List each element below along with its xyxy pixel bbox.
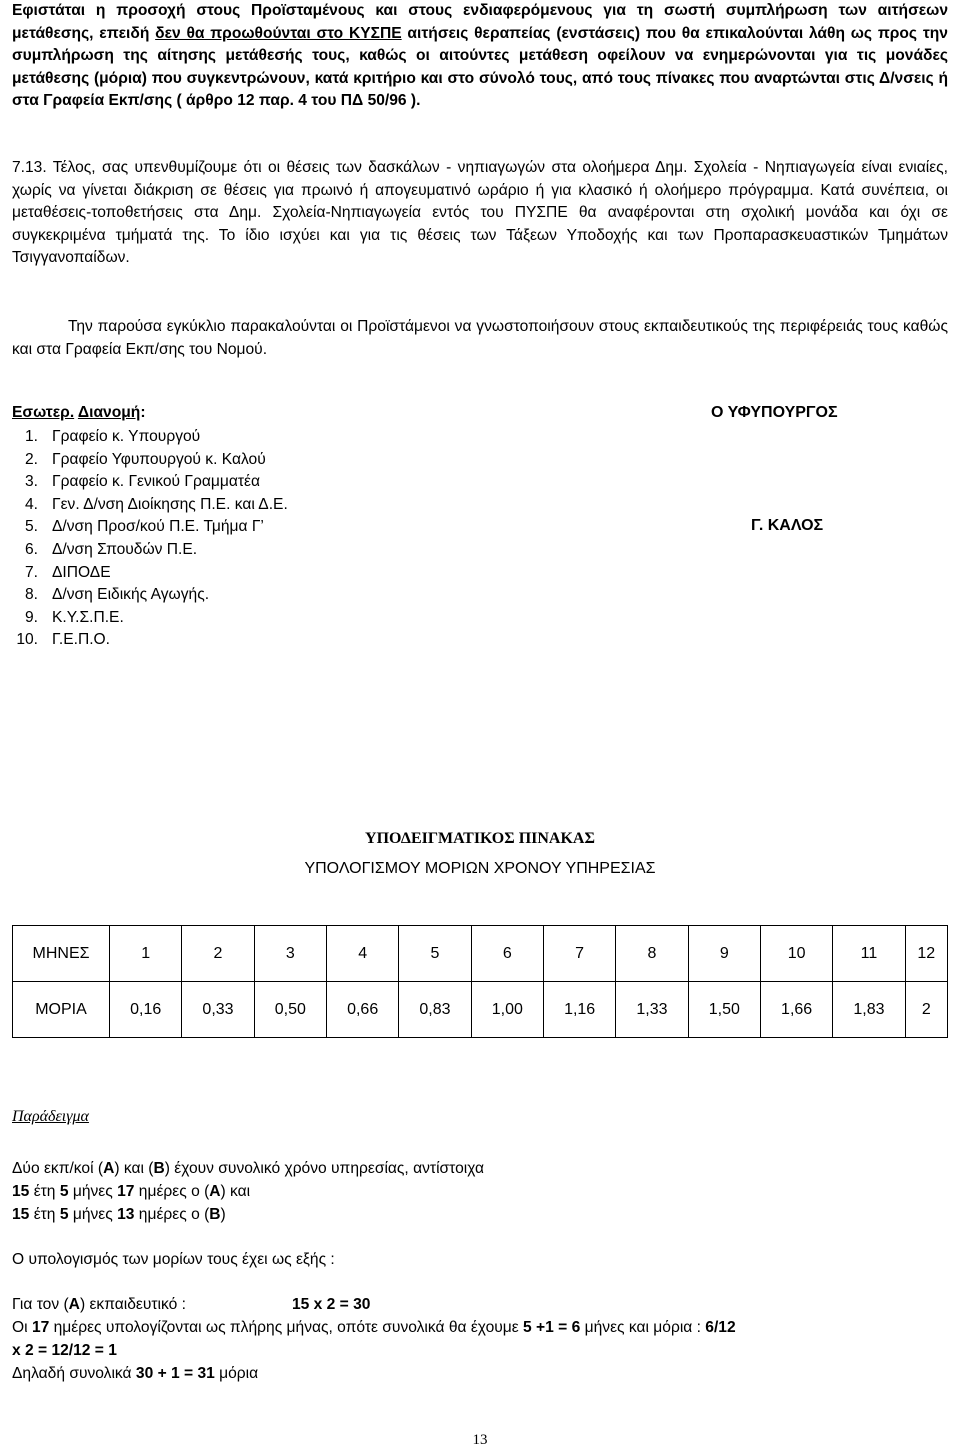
points-cell: 1,83 (833, 982, 905, 1038)
distribution-item-number: 7. (24, 563, 38, 581)
points-cell: 1,33 (616, 982, 688, 1038)
points-row (13, 982, 948, 1038)
points-cell: 1,66 (760, 982, 832, 1038)
points-cell: 0,50 (254, 982, 326, 1038)
calc-intro: Ο υπολογισμός των μορίων τους έχει ως εξής : (12, 1251, 335, 1268)
calc-for-a: Για τον (Α) εκπαιδευτικό : 15 x 2 = 30 (12, 1296, 371, 1313)
months-row (13, 926, 948, 982)
distribution-item-number: 1. (24, 428, 38, 445)
table-subtitle: ΥΠΟΛΟΓΙΣΜΟΥ ΜΟΡΙΩΝ ΧΡΟΝΟΥ ΥΠΗΡΕΣΙΑΣ (304, 860, 656, 877)
months-cell: 11 (833, 926, 905, 982)
distribution-item-number: 9. (24, 608, 38, 626)
distribution-heading-part1: Εσωτερ. (12, 404, 75, 421)
months-cell: 2 (182, 926, 254, 982)
months-cell: 3 (254, 926, 326, 982)
example-line-a: 15 έτη 5 μήνες 17 ημέρες ο (Α) και (12, 1183, 251, 1200)
months-cell: 1 (110, 926, 182, 982)
table-title: ΥΠΟΔΕΙΓΜΑΤΙΚΟΣ ΠΙΝΑΚΑΣ (365, 830, 595, 847)
distribution-item-text: Κ.Υ.Σ.Π.Ε. (52, 608, 124, 626)
page-number: 13 (472, 1432, 488, 1448)
points-cell: 1,50 (688, 982, 760, 1038)
months-cell: 8 (616, 926, 688, 982)
warning-paragraph (12, 0, 948, 113)
points-cell: 0,66 (326, 982, 398, 1038)
distribution-item-number: 2. (24, 450, 38, 468)
distribution-item-number: 3. (24, 473, 38, 491)
distribution-item-number: 6. (24, 540, 38, 558)
warning-text-end: αιτήσεις θεραπείας (ενστάσεις) που θα επικαλούνται λάθη ως προς την συμπλήρωση της αίτησης μετάθεσής τους, καθώς οι αιτούντες μετάθεση οφείλουν να ενημερώνονται για τις μονάδες μετάθεσης (μόρια) που συγκεντρώνουν, κατά κριτήριο και στο σύνολό τους, από τους πίνακες που αναρτώνται στις Δ/νσεις ή στα Γραφεία Εκπ/σης ( άρθρο 12 παρ. 4 του ΠΔ 50/96 ). (12, 24, 948, 110)
signer-name: Γ. ΚΑΛΟΣ (751, 517, 824, 534)
notice-paragraph: Την παρούσα εγκύκλιο παρακαλούνται οι Προϊστάμενοι να γνωστοποιήσουν στους εκπαιδευτικούς της περιφέρειάς τους καθώς και στα Γραφεία Εκπ/σης του Νομού. (12, 318, 948, 358)
months-label: ΜΗΝΕΣ (13, 926, 110, 982)
months-cell: 4 (326, 926, 398, 982)
points-cell: 0,33 (182, 982, 254, 1038)
example-title: Παράδειγμα (12, 1108, 89, 1125)
months-cell: 7 (543, 926, 615, 982)
warning-text-start: Εφιστάται η προσοχή στους Προϊσταμένους και στους ενδιαφερόμενους για τη σωστή συμπλήρωση των αιτήσεων μετάθεσης, επειδή (12, 2, 948, 42)
section-7-13-paragraph: 7.13. Τέλος, σας υπενθυμίζουμε ότι οι θέσεις των δασκάλων - νηπιαγωγών στα ολοήμερα Δημ. Σχολεία - Νηπιαγωγεία είναι ενιαίες, χωρίς να γίνεται διάκριση σε θέσεις για πρωινό ή απογευματινό ωράριο ή για κλασικό ή ολοήμερο πρόγραμμα. Κατά συνέπεια, οι μεταθέσεις-τοποθετήσεις στα Δημ. Σχολεία-Νηπιαγωγεία εντός του ΠΥΣΠΕ θα αναφέρονται στη σχολική μονάδα και όχι σε συγκεκριμένα τμήματά της. Το ίδιο ισχύει και για τις θέσεις των Τάξεων Υποδοχής και των Προπαρασκευαστικών Τμημάτων Τσιγγανοπαίδων. (12, 159, 948, 267)
distribution-heading-part2: Διανομή (77, 404, 141, 421)
distribution-item-text: Γραφείο Υφυπουργού κ. Καλού (52, 450, 266, 468)
calc-total: Δηλαδή συνολικά 30 + 1 = 31 μόρια (12, 1365, 259, 1382)
points-cell: 0,83 (399, 982, 471, 1038)
months-cell: 12 (905, 926, 947, 982)
calc-days: Οι 17 ημέρες υπολογίζονται ως πλήρης μήνας, οπότε συνολικά θα έχουμε 5 +1 = 6 μήνες και μόρια : 6/12 (12, 1319, 736, 1336)
points-cell: 0,16 (110, 982, 182, 1038)
distribution-item-number: 10. (16, 631, 38, 649)
distribution-heading (12, 402, 146, 425)
distribution-item-text: Δ/νση Προσ/κού Π.Ε. Τμήμα Γ’ (52, 518, 264, 536)
distribution-item-text: Γραφείο κ. Γενικού Γραμματέα (52, 473, 260, 491)
signer-title: Ο ΥΦΥΠΟΥΡΓΟΣ (711, 404, 838, 421)
months-cell: 10 (760, 926, 832, 982)
months-cell: 6 (471, 926, 543, 982)
distribution-item-text: Γ.Ε.Π.Ο. (52, 631, 110, 649)
distribution-item-text: Γεν. Δ/νση Διοίκησης Π.Ε. και Δ.Ε. (52, 495, 288, 513)
distribution-item-text: Δ/νση Ειδικής Αγωγής. (52, 586, 210, 604)
points-cell: 1,00 (471, 982, 543, 1038)
calc-fraction: x 2 = 12/12 = 1 (12, 1342, 117, 1359)
distribution-item-text: ΔΙΠΟΔΕ (52, 563, 111, 581)
months-cell: 9 (688, 926, 760, 982)
example-line-b: 15 έτη 5 μήνες 13 ημέρες ο (Β) (12, 1206, 226, 1223)
distribution-item-number: 4. (24, 495, 38, 513)
distribution-item-text: Δ/νση Σπουδών Π.Ε. (52, 540, 198, 558)
distribution-item-number: 5. (24, 518, 38, 536)
points-cell: 2 (905, 982, 947, 1038)
distribution-item-number: 8. (24, 586, 38, 604)
points-label: ΜΟΡΙΑ (13, 982, 110, 1038)
warning-underlined-text: δεν θα προωθούνται στο ΚΥΣΠΕ (155, 24, 402, 42)
points-cell: 1,16 (543, 982, 615, 1038)
points-table (12, 925, 948, 1038)
months-cell: 5 (399, 926, 471, 982)
example-intro: Δύο εκπ/κοί (Α) και (Β) έχουν συνολικό χρόνο υπηρεσίας, αντίστοιχα (12, 1160, 485, 1177)
distribution-item-text: Γραφείο κ. Υπουργού (52, 428, 201, 445)
distribution-heading-colon: : (140, 404, 146, 421)
